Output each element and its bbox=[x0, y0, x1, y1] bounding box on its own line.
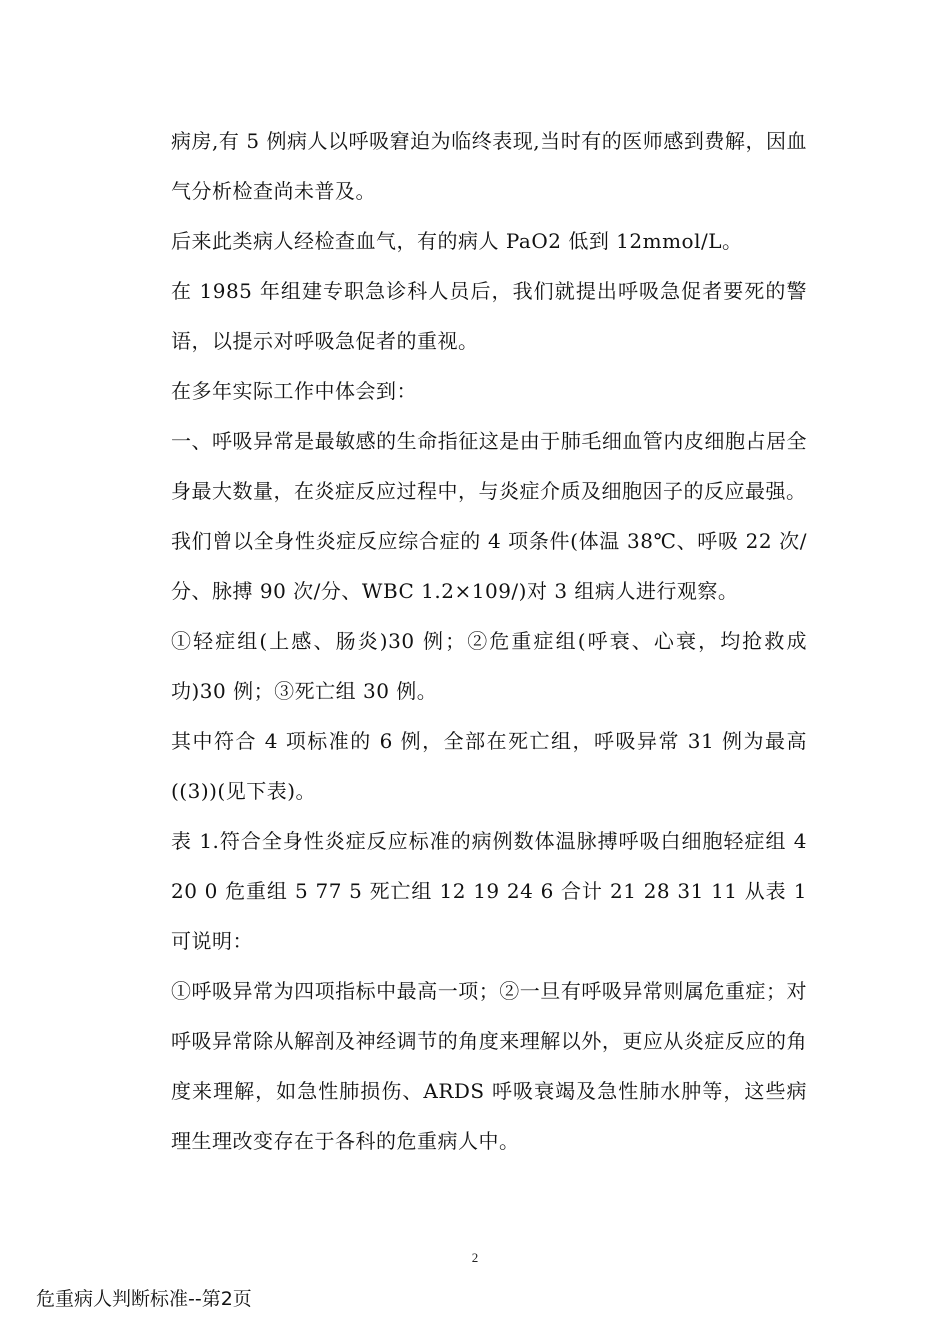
paragraph: 表 1.符合全身性炎症反应标准的病例数体温脉搏呼吸白细胞轻症组 4 20 0 危重组 5 77 5 死亡组 12 19 24 6 合计 21 28 31 11 从表 1 可说明： bbox=[171, 829, 807, 953]
paragraph: 一、呼吸异常是最敏感的生命指征这是由于肺毛细血管内皮细胞占居全身最大数量，在炎症反应过程中，与炎症介质及细胞因子的反应最强。 bbox=[171, 429, 807, 503]
paragraph: ①轻症组(上感、肠炎)30 例；②危重症组(呼衰、心衰，均抢救成功)30 例；③死亡组 30 例。 bbox=[171, 629, 807, 703]
paragraph: 我们曾以全身性炎症反应综合症的 4 项条件(体温 38℃、呼吸 22 次/分、脉搏 90 次/分、WBC 1.2×109/)对 3 组病人进行观察。 bbox=[171, 529, 807, 603]
paragraph: 病房,有 5 例病人以呼吸窘迫为临终表现,当时有的医师感到费解，因血气分析检查尚未普及。 bbox=[171, 129, 807, 203]
paragraph: 在 1985 年组建专职急诊科人员后，我们就提出呼吸急促者要死的警语，以提示对呼吸急促者的重视。 bbox=[171, 279, 807, 353]
paragraph: 其中符合 4 项标准的 6 例，全部在死亡组，呼吸异常 31 例为最高((3))(见下表)。 bbox=[171, 729, 807, 803]
footer-title: 危重病人判断标准--第2页 bbox=[36, 1288, 252, 1310]
body-text bbox=[171, 116, 807, 1166]
paragraph: 在多年实际工作中体会到： bbox=[171, 379, 417, 403]
paragraph: 后来此类病人经检查血气，有的病人 PaO2 低到 12mmol/L。 bbox=[171, 229, 743, 253]
page-number: 2 bbox=[471, 1250, 479, 1265]
paragraph: ①呼吸异常为四项指标中最高一项；②一旦有呼吸异常则属危重症；对呼吸异常除从解剖及神经调节的角度来理解以外，更应从炎症反应的角度来理解，如急性肺损伤、ARDS 呼吸衰竭及急性肺水肿等，这些病理生理改变存在于各科的危重病人中。 bbox=[171, 979, 807, 1153]
